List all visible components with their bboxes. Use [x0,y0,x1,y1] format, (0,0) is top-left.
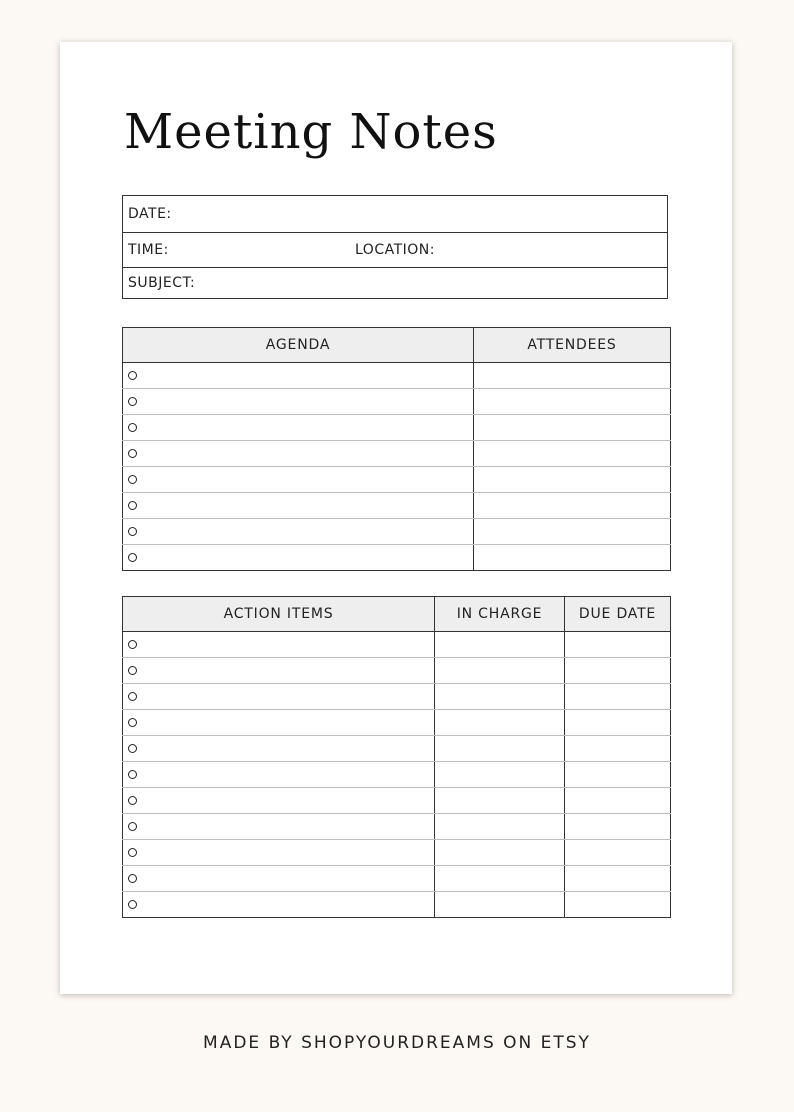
agenda-cell[interactable] [123,415,474,441]
location-label: LOCATION: [355,241,435,258]
action-items-header: ACTION ITEMS [123,597,435,632]
action-cell[interactable] [565,762,671,788]
action-cell[interactable] [123,632,435,658]
checkbox-circle-icon[interactable] [128,501,137,510]
checkbox-circle-icon[interactable] [128,822,137,831]
action-items-table [122,596,671,918]
action-row [123,684,671,710]
action-cell[interactable] [123,892,435,918]
action-cell[interactable] [565,736,671,762]
action-row [123,814,671,840]
planner-sheet [60,42,732,994]
action-row [123,658,671,684]
action-cell[interactable] [565,710,671,736]
checkbox-circle-icon[interactable] [128,692,137,701]
action-row [123,892,671,918]
action-cell[interactable] [435,788,565,814]
date-label: DATE: [128,206,172,222]
in-charge-header: IN CHARGE [435,597,565,632]
time-label: TIME: [128,241,169,258]
checkbox-circle-icon[interactable] [128,744,137,753]
action-cell[interactable] [435,658,565,684]
agenda-rows [123,363,671,571]
agenda-cell[interactable] [123,467,474,493]
action-cell[interactable] [435,814,565,840]
due-date-header: DUE DATE [565,597,671,632]
checkbox-circle-icon[interactable] [128,527,137,536]
action-cell[interactable] [565,814,671,840]
action-cell[interactable] [123,684,435,710]
action-cell[interactable] [123,840,435,866]
action-cell[interactable] [565,866,671,892]
agenda-row [123,389,671,415]
agenda-header: AGENDA [123,328,474,363]
action-cell[interactable] [435,710,565,736]
checkbox-circle-icon[interactable] [128,848,137,857]
time-location-row[interactable] [123,232,667,268]
action-cell[interactable] [565,892,671,918]
checkbox-circle-icon[interactable] [128,718,137,727]
agenda-row [123,415,671,441]
action-row [123,866,671,892]
checkbox-circle-icon[interactable] [128,796,137,805]
action-cell[interactable] [123,866,435,892]
checkbox-circle-icon[interactable] [128,640,137,649]
agenda-row [123,467,671,493]
action-cell[interactable] [565,788,671,814]
action-cell[interactable] [123,710,435,736]
agenda-cell[interactable] [123,493,474,519]
agenda-cell[interactable] [123,389,474,415]
action-cell[interactable] [435,866,565,892]
agenda-cell[interactable] [474,363,671,389]
agenda-row [123,519,671,545]
action-cell[interactable] [565,632,671,658]
agenda-cell[interactable] [474,415,671,441]
action-row [123,632,671,658]
action-row [123,710,671,736]
subject-label: SUBJECT: [128,275,196,291]
action-cell[interactable] [435,632,565,658]
attendees-header: ATTENDEES [474,328,671,363]
checkbox-circle-icon[interactable] [128,397,137,406]
action-row [123,840,671,866]
action-rows [123,632,671,918]
agenda-cell[interactable] [123,545,474,571]
action-row [123,788,671,814]
checkbox-circle-icon[interactable] [128,874,137,883]
agenda-cell[interactable] [123,441,474,467]
footer-credit: MADE BY SHOPYOURDREAMS ON ETSY [203,1033,591,1053]
agenda-cell[interactable] [474,467,671,493]
agenda-row [123,441,671,467]
date-row[interactable] [123,196,667,233]
subject-row[interactable] [123,267,667,299]
agenda-cell[interactable] [474,389,671,415]
action-row [123,736,671,762]
action-cell[interactable] [435,840,565,866]
checkbox-circle-icon[interactable] [128,475,137,484]
checkbox-circle-icon[interactable] [128,423,137,432]
checkbox-circle-icon[interactable] [128,553,137,562]
agenda-cell[interactable] [474,545,671,571]
page-title: Meeting Notes [124,104,498,160]
action-cell[interactable] [435,684,565,710]
action-cell[interactable] [123,658,435,684]
action-cell[interactable] [123,762,435,788]
action-cell[interactable] [435,762,565,788]
agenda-row [123,493,671,519]
agenda-row [123,545,671,571]
checkbox-circle-icon[interactable] [128,770,137,779]
action-cell[interactable] [435,736,565,762]
action-cell[interactable] [565,658,671,684]
action-cell[interactable] [435,892,565,918]
agenda-cell[interactable] [123,519,474,545]
agenda-attendees-table [122,327,671,571]
checkbox-circle-icon[interactable] [128,666,137,675]
agenda-row [123,363,671,389]
action-row [123,762,671,788]
checkbox-circle-icon[interactable] [128,900,137,909]
action-cell[interactable] [123,814,435,840]
action-cell[interactable] [565,840,671,866]
agenda-cell[interactable] [123,363,474,389]
checkbox-circle-icon[interactable] [128,449,137,458]
agenda-cell[interactable] [474,493,671,519]
action-cell[interactable] [123,736,435,762]
checkbox-circle-icon[interactable] [128,371,137,380]
agenda-cell[interactable] [474,441,671,467]
action-cell[interactable] [565,684,671,710]
action-cell[interactable] [123,788,435,814]
meeting-info-box [122,195,668,299]
agenda-cell[interactable] [474,519,671,545]
